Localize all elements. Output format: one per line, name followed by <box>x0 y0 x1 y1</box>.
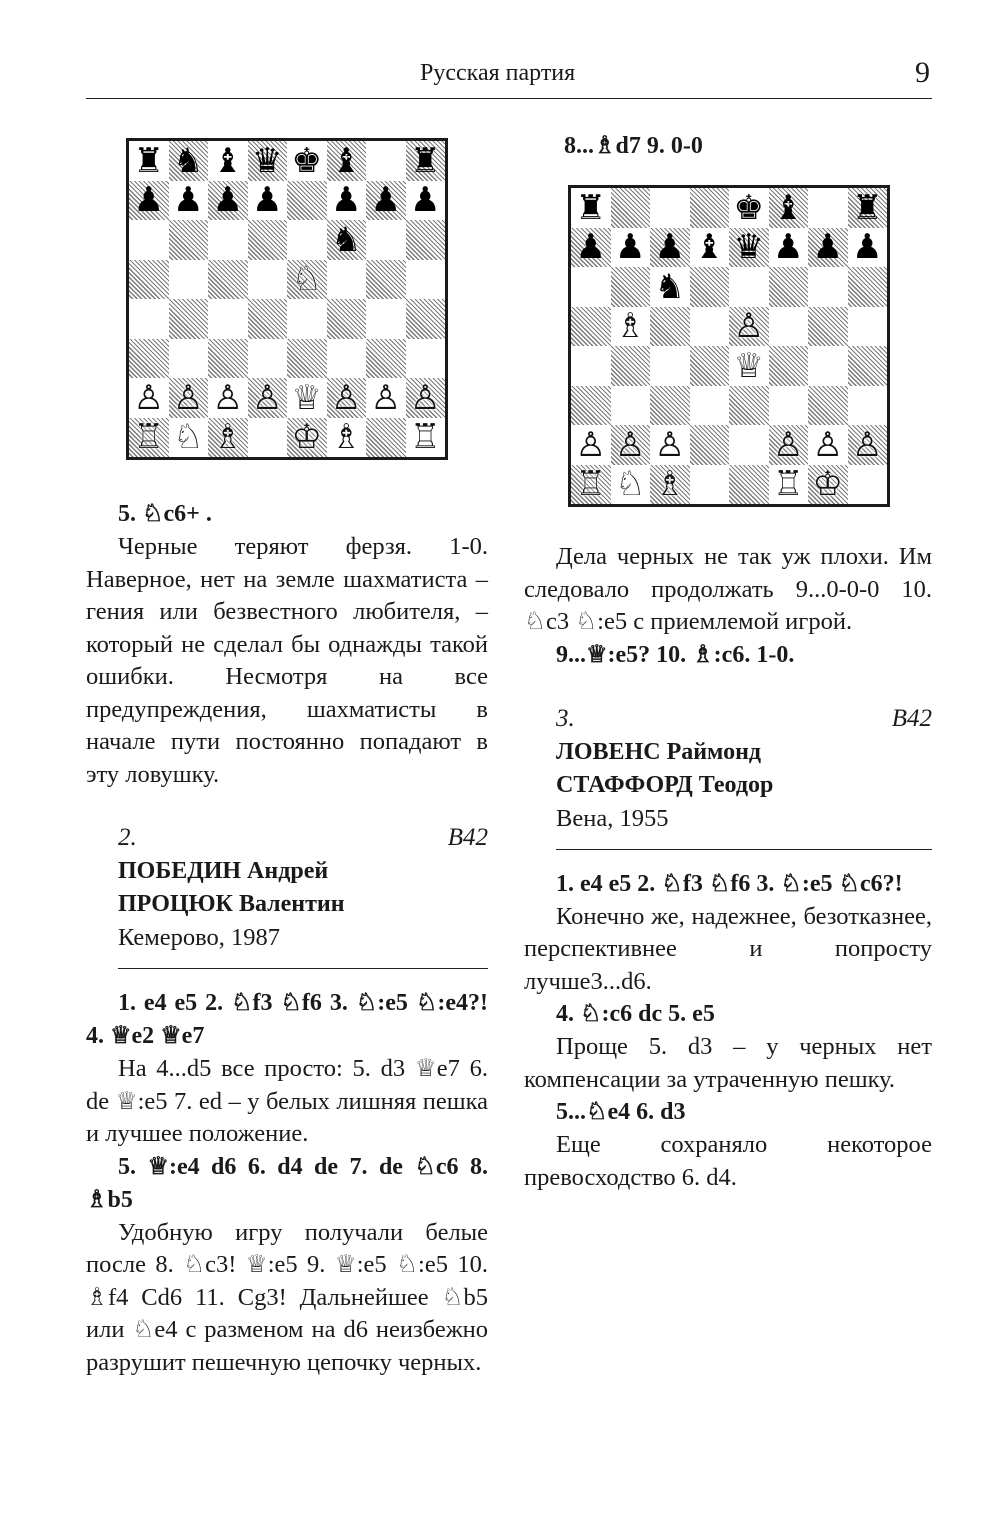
white-pawn-icon: ♙ <box>212 378 243 418</box>
square-e2 <box>729 425 769 465</box>
square-h8 <box>848 188 888 228</box>
square-b6 <box>169 220 209 260</box>
square-f5 <box>769 307 809 347</box>
black-rook-icon: ♜ <box>133 141 164 181</box>
square-b7 <box>611 228 651 268</box>
commentary-3: Удобную игру получали белые после 8. ♘c3! ♕:e5 9. ♕:e5 ♘:e5 10. ♗f4 Cd6 11. Cg3! Дальнейшее ♘b5 или ♘e4 с разменом на d6 неизбежно разрушит пешечную цепочку черных. <box>86 1218 488 1376</box>
square-d8 <box>248 141 288 181</box>
black-pawn-icon: ♟ <box>654 227 685 267</box>
square-a3 <box>129 339 169 379</box>
square-b6 <box>611 267 651 307</box>
black-pawn-icon: ♟ <box>852 227 883 267</box>
square-a1 <box>571 465 611 505</box>
square-b7 <box>169 181 209 221</box>
game-3-number: 3. <box>556 704 575 732</box>
white-pawn-icon: ♙ <box>133 378 164 418</box>
square-b4 <box>611 346 651 386</box>
white-pawn-icon: ♙ <box>173 378 204 418</box>
square-f3 <box>327 339 367 379</box>
black-bishop-icon: ♝ <box>773 188 804 228</box>
white-bishop-icon: ♗ <box>212 417 243 457</box>
game-2-number: 2. <box>118 824 137 851</box>
square-h3 <box>406 339 446 379</box>
square-a7 <box>129 181 169 221</box>
white-rook-icon: ♖ <box>773 464 804 504</box>
square-f2 <box>327 378 367 418</box>
game-3-place: Вена, 1955 <box>556 804 669 832</box>
square-f3 <box>769 386 809 426</box>
black-rook-icon: ♜ <box>575 188 606 228</box>
square-d4 <box>690 346 730 386</box>
square-b1 <box>169 418 209 458</box>
moves-game3-2: 4. ♘:c6 dc 5. e5 <box>556 1001 715 1027</box>
square-b1 <box>611 465 651 505</box>
square-g3 <box>366 339 406 379</box>
square-f7 <box>769 228 809 268</box>
square-h4 <box>848 346 888 386</box>
square-g6 <box>366 220 406 260</box>
square-a1 <box>129 418 169 458</box>
square-a6 <box>571 267 611 307</box>
square-b5 <box>611 307 651 347</box>
square-c5 <box>208 260 248 300</box>
square-e3 <box>287 339 327 379</box>
square-c8 <box>208 141 248 181</box>
moves-game1-end: 9...♕:e5? 10. ♗:c6. 1-0. <box>556 641 795 668</box>
left-column <box>86 110 488 1379</box>
moves-game3-3: 5...♘e4 6. d3 <box>556 1099 686 1125</box>
black-pawn-icon: ♟ <box>173 180 204 220</box>
square-c8 <box>650 188 690 228</box>
commentary-2: На 4...d5 все просто: 5. d3 ♕e7 6. de ♕:e5 7. ed – у белых лишняя пешка и лучшее положение. <box>86 1055 488 1147</box>
black-pawn-icon: ♟ <box>812 227 843 267</box>
black-pawn-icon: ♟ <box>252 180 283 220</box>
move-line-5: 5. ♘c6+ . <box>118 501 212 527</box>
commentary-5: Конечно же, надежнее, безотказнее, перспективнее и попросту лучше3...d6. <box>524 902 932 995</box>
square-g6 <box>808 267 848 307</box>
square-d4 <box>248 299 288 339</box>
square-e4 <box>729 346 769 386</box>
square-g8 <box>366 141 406 181</box>
white-king-icon: ♔ <box>291 417 322 457</box>
black-king-icon: ♚ <box>733 188 764 228</box>
white-pawn-icon: ♙ <box>852 425 883 465</box>
page-header <box>86 58 932 99</box>
square-g5 <box>808 307 848 347</box>
square-h1 <box>848 465 888 505</box>
black-pawn-icon: ♟ <box>370 180 401 220</box>
square-f5 <box>327 260 367 300</box>
square-a2 <box>571 425 611 465</box>
square-c4 <box>650 346 690 386</box>
square-b3 <box>611 386 651 426</box>
black-pawn-icon: ♟ <box>331 180 362 220</box>
square-f6 <box>327 220 367 260</box>
square-h2 <box>406 378 446 418</box>
square-a4 <box>129 299 169 339</box>
square-h3 <box>848 386 888 426</box>
square-b8 <box>169 141 209 181</box>
commentary-7: Еще сохраняло некоторое превосходство 6. d4. <box>524 1131 932 1191</box>
white-rook-icon: ♖ <box>410 417 441 457</box>
white-rook-icon: ♖ <box>133 417 164 457</box>
black-pawn-icon: ♟ <box>615 227 646 267</box>
square-g2 <box>366 378 406 418</box>
square-c7 <box>208 181 248 221</box>
square-e8 <box>729 188 769 228</box>
moves-game2-1: 1. e4 e5 2. ♘f3 ♘f6 3. ♘:e5 ♘:e4?! 4. ♕e2 ♕e7 <box>86 990 488 1049</box>
square-f1 <box>327 418 367 458</box>
square-d5 <box>690 307 730 347</box>
divider <box>556 849 932 850</box>
black-rook-icon: ♜ <box>410 141 441 181</box>
square-b8 <box>611 188 651 228</box>
commentary-4: Дела черных не так уж плохи. Им следовало продолжать 9...0-0-0 10. ♘c3 ♘:e5 с приемлемой игрой. <box>524 543 932 635</box>
square-d6 <box>690 267 730 307</box>
square-c4 <box>208 299 248 339</box>
square-b2 <box>611 425 651 465</box>
square-f2 <box>769 425 809 465</box>
square-e5 <box>729 307 769 347</box>
page-number: 9 <box>915 56 930 89</box>
square-a8 <box>571 188 611 228</box>
square-h8 <box>406 141 446 181</box>
square-h5 <box>848 307 888 347</box>
divider <box>118 968 488 969</box>
game-3-header <box>524 702 932 736</box>
square-g5 <box>366 260 406 300</box>
white-king-icon: ♔ <box>812 464 843 504</box>
white-pawn-icon: ♙ <box>615 425 646 465</box>
square-f7 <box>327 181 367 221</box>
square-f8 <box>327 141 367 181</box>
square-d3 <box>690 386 730 426</box>
move-line-8: 8...♗d7 9. 0-0 <box>564 133 703 159</box>
square-e7 <box>729 228 769 268</box>
white-pawn-icon: ♙ <box>252 378 283 418</box>
square-c1 <box>208 418 248 458</box>
square-b2 <box>169 378 209 418</box>
square-a5 <box>571 307 611 347</box>
square-a8 <box>129 141 169 181</box>
black-bishop-icon: ♝ <box>331 141 362 181</box>
square-b4 <box>169 299 209 339</box>
white-pawn-icon: ♙ <box>575 425 606 465</box>
square-a2 <box>129 378 169 418</box>
black-rook-icon: ♜ <box>852 188 883 228</box>
square-b3 <box>169 339 209 379</box>
white-pawn-icon: ♙ <box>773 425 804 465</box>
square-e6 <box>729 267 769 307</box>
white-pawn-icon: ♙ <box>733 306 764 346</box>
square-g4 <box>808 346 848 386</box>
square-g1 <box>366 418 406 458</box>
white-knight-icon: ♘ <box>291 259 322 299</box>
square-f8 <box>769 188 809 228</box>
square-h6 <box>406 220 446 260</box>
white-pawn-icon: ♙ <box>410 378 441 418</box>
square-d2 <box>248 378 288 418</box>
chess-diagram-1 <box>126 138 448 460</box>
square-d1 <box>248 418 288 458</box>
square-h1 <box>406 418 446 458</box>
square-c7 <box>650 228 690 268</box>
black-king-icon: ♚ <box>291 141 322 181</box>
square-d3 <box>248 339 288 379</box>
square-e1 <box>287 418 327 458</box>
square-c6 <box>650 267 690 307</box>
game-3-white-player: ЛОВЕНС Раймонд <box>556 738 762 765</box>
black-knight-icon: ♞ <box>173 141 204 181</box>
square-g3 <box>808 386 848 426</box>
square-g2 <box>808 425 848 465</box>
white-pawn-icon: ♙ <box>654 425 685 465</box>
square-e5 <box>287 260 327 300</box>
square-d7 <box>248 181 288 221</box>
square-e3 <box>729 386 769 426</box>
white-queen-icon: ♕ <box>733 346 764 386</box>
moves-game3-1: 1. e4 e5 2. ♘f3 ♘f6 3. ♘:e5 ♘c6?! <box>556 870 903 897</box>
square-c3 <box>650 386 690 426</box>
white-knight-icon: ♘ <box>615 464 646 504</box>
square-d6 <box>248 220 288 260</box>
square-g8 <box>808 188 848 228</box>
black-knight-icon: ♞ <box>654 267 685 307</box>
white-pawn-icon: ♙ <box>370 378 401 418</box>
white-bishop-icon: ♗ <box>654 464 685 504</box>
square-f6 <box>769 267 809 307</box>
game-2-place: Кемерово, 1987 <box>118 924 281 951</box>
game-2-black-player: ПРОЦЮК Валентин <box>118 891 345 917</box>
square-d7 <box>690 228 730 268</box>
square-b5 <box>169 260 209 300</box>
game-2-eco-code: B42 <box>447 824 488 851</box>
white-pawn-icon: ♙ <box>812 425 843 465</box>
square-e7 <box>287 181 327 221</box>
black-queen-icon: ♛ <box>252 141 283 181</box>
game-2-header <box>86 821 488 855</box>
square-h7 <box>848 228 888 268</box>
square-a3 <box>571 386 611 426</box>
square-a6 <box>129 220 169 260</box>
square-e6 <box>287 220 327 260</box>
white-rook-icon: ♖ <box>575 464 606 504</box>
square-c5 <box>650 307 690 347</box>
square-h7 <box>406 181 446 221</box>
square-f1 <box>769 465 809 505</box>
square-d1 <box>690 465 730 505</box>
square-g7 <box>366 181 406 221</box>
square-f4 <box>769 346 809 386</box>
square-c1 <box>650 465 690 505</box>
white-bishop-icon: ♗ <box>615 306 646 346</box>
black-pawn-icon: ♟ <box>133 180 164 220</box>
white-bishop-icon: ♗ <box>331 417 362 457</box>
square-e8 <box>287 141 327 181</box>
running-title: Русская партия <box>420 60 576 86</box>
square-d2 <box>690 425 730 465</box>
black-pawn-icon: ♟ <box>410 180 441 220</box>
white-queen-icon: ♕ <box>291 378 322 418</box>
square-a4 <box>571 346 611 386</box>
game-3-black-player: СТАФФОРД Теодор <box>556 771 774 798</box>
right-column <box>524 110 932 1194</box>
square-d8 <box>690 188 730 228</box>
square-c2 <box>208 378 248 418</box>
square-e1 <box>729 465 769 505</box>
game-3-eco-code: B42 <box>891 704 932 732</box>
commentary-6: Проще 5. d3 – у черных нет компенсации за утраченную пешку. <box>524 1033 932 1093</box>
square-c3 <box>208 339 248 379</box>
black-queen-icon: ♛ <box>733 227 764 267</box>
game-2-white-player: ПОБЕДИН Андрей <box>118 858 329 884</box>
square-e2 <box>287 378 327 418</box>
square-h5 <box>406 260 446 300</box>
square-a7 <box>571 228 611 268</box>
square-c2 <box>650 425 690 465</box>
square-d5 <box>248 260 288 300</box>
black-bishop-icon: ♝ <box>212 141 243 181</box>
square-h2 <box>848 425 888 465</box>
commentary-1: Черные теряют ферзя. 1-0. Наверное, нет на земле шахматиста – гения или безвестного любителя, – который не сделал бы однажды такой ошибки. Несмотря на все предупреждения, шахматисты в начале пути постоянно попадают в эту ловушку. <box>86 533 488 788</box>
square-g7 <box>808 228 848 268</box>
square-h4 <box>406 299 446 339</box>
square-g1 <box>808 465 848 505</box>
white-pawn-icon: ♙ <box>331 378 362 418</box>
square-c6 <box>208 220 248 260</box>
black-knight-icon: ♞ <box>331 220 362 260</box>
square-e4 <box>287 299 327 339</box>
chess-diagram-2 <box>568 185 890 507</box>
black-pawn-icon: ♟ <box>773 227 804 267</box>
square-g4 <box>366 299 406 339</box>
moves-game2-2: 5. ♕:e4 d6 6. d4 de 7. de ♘c6 8. ♗b5 <box>86 1153 488 1213</box>
white-knight-icon: ♘ <box>173 417 204 457</box>
black-pawn-icon: ♟ <box>212 180 243 220</box>
square-a5 <box>129 260 169 300</box>
black-pawn-icon: ♟ <box>575 227 606 267</box>
square-f4 <box>327 299 367 339</box>
square-h6 <box>848 267 888 307</box>
black-bishop-icon: ♝ <box>694 227 725 267</box>
